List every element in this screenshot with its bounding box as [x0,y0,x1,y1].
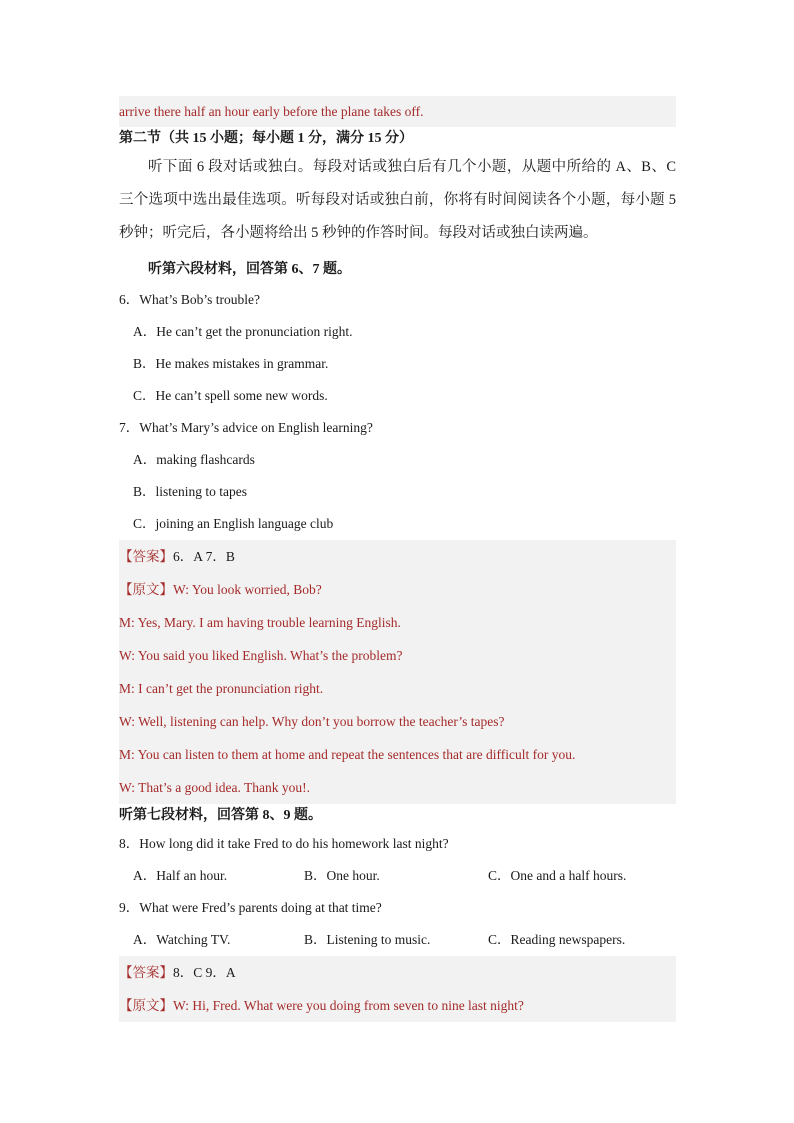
question-7: 7．What’s Mary’s advice on English learning? [119,420,373,435]
script-line-2: M: Yes, Mary. I am having trouble learning English. [119,606,676,639]
section-header: 第二节（共 15 小题；每小题 1 分，满分 15 分） [119,131,413,146]
q8-options-row [119,860,676,892]
q9-option-b: B．Listening to music. [304,932,431,947]
prev-script-line: arrive there half an hour early before the plane takes off. [119,96,676,127]
answer-line-6-7 [119,540,676,573]
script-line-1 [119,573,676,606]
q7-option-b: B．listening to tapes [133,484,247,499]
q7-option-c: C．joining an English language club [133,516,334,531]
q8-option-b: B．One hour. [304,868,380,883]
script-line-4: M: I can’t get the pronunciation right. [119,672,676,705]
q8-option-a: A．Half an hour. [133,868,228,883]
script-line-6: M: You can listen to them at home and repeat the sentences that are difficult for you. [119,738,676,771]
script-text: W: You look worried, Bob? [173,582,322,597]
group7-header: 听第七段材料，回答第 8、9 题。 [119,808,322,823]
script-text: W: Hi, Fred. What were you doing from seven to nine last night? [173,998,524,1013]
question-8: 8．How long did it take Fred to do his homework last night? [119,836,449,851]
script-tag: 【原文】 [119,998,173,1013]
script-line-8-1 [119,989,676,1022]
answer-tag: 【答案】 [119,965,173,980]
q9-options-row [119,924,676,956]
script-line-7: W: That’s a good idea. Thank you!. [119,771,676,804]
answer-line-8-9 [119,956,676,989]
script-line-5: W: Well, listening can help. Why don’t you borrow the teacher’s tapes? [119,705,676,738]
question-6: 6．What’s Bob’s trouble? [119,292,260,307]
q6-option-b: B．He makes mistakes in grammar. [133,356,329,371]
q6-option-a: A．He can’t get the pronunciation right. [133,324,353,339]
q8-option-c: C．One and a half hours. [488,868,627,883]
answer-text: 6．A 7．B [173,549,235,564]
group6-header: 听第六段材料，回答第 6、7 题。 [148,262,351,277]
q9-option-a: A．Watching TV. [133,932,231,947]
instructions-paragraph: 听下面 6 段对话或独白。每段对话或独白后有几个小题，从题中所给的 A、B、C 三个选项中选出最佳选项。听每段对话或独白前，你将有时间阅读各个小题，每小题 5 秒钟；听完后，各小题将给出 5 秒钟的作答时间。每段对话或独白读两遍。 [119,159,676,241]
q7-option-a: A．making flashcards [133,452,255,467]
q6-option-c: C．He can’t spell some new words. [133,388,328,403]
script-tag: 【原文】 [119,582,173,597]
document-page [119,96,676,1022]
script-line-3: W: You said you liked English. What’s the problem? [119,639,676,672]
answer-text: 8．C 9．A [173,965,236,980]
answer-tag: 【答案】 [119,549,173,564]
q9-option-c: C．Reading newspapers. [488,932,626,947]
question-9: 9．What were Fred’s parents doing at that time? [119,900,382,915]
